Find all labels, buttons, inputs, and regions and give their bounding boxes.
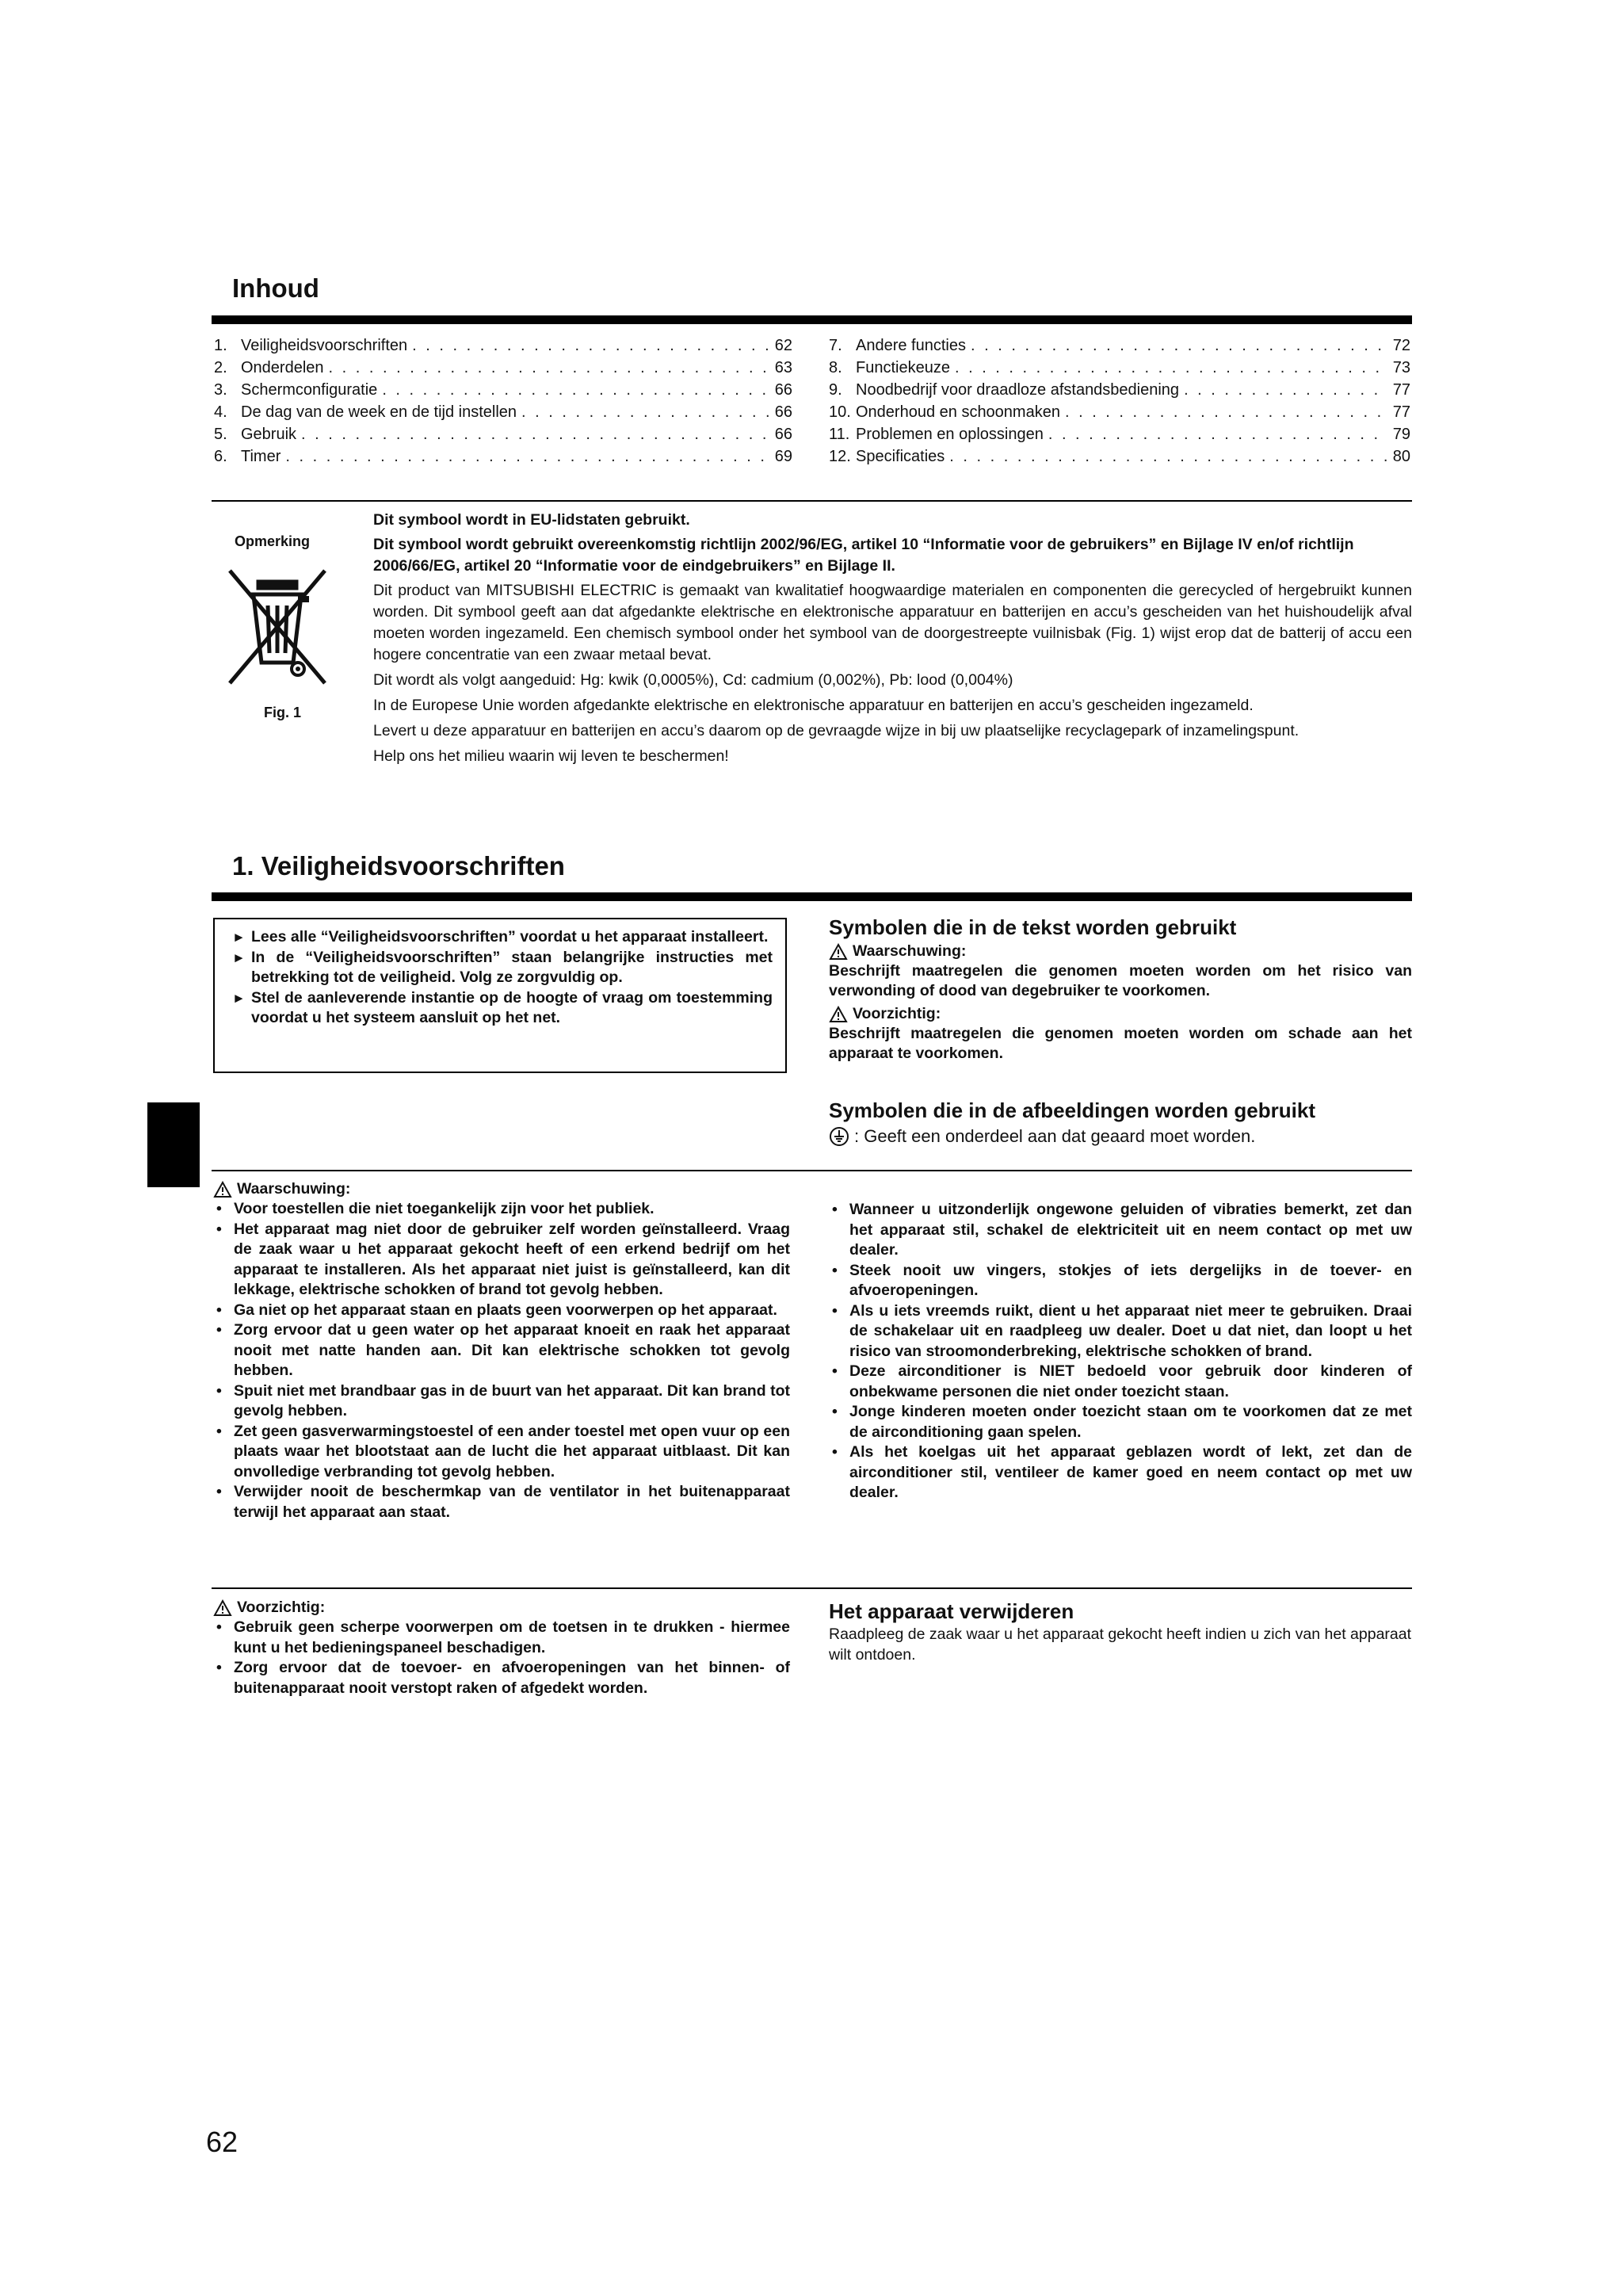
caution-item: • Gebruik geen scherpe voorwerpen om de toetsen in te drukken - hiermee kunt u het bedieningspaneel beschadigen.: [213, 1618, 790, 1658]
toc-entry[interactable]: 7. Andere functies . . . 72: [829, 337, 1410, 359]
cautions-rule: [212, 1587, 1412, 1589]
caution-triangle-icon: [213, 1599, 232, 1617]
warning-item: • Zet geen gasverwarmingstoestel of een ander toestel met open vuur op een plaats waar het blootstaat aan de lucht die het apparaat uitblaast. Dit kan onvolledige verbranding tot gevolg hebben.: [213, 1422, 790, 1483]
note-top-rule: [212, 500, 1412, 502]
removal-section: [829, 1599, 1412, 1665]
toc-entry[interactable]: 8. Functiekeuze . . . 73: [829, 359, 1410, 381]
warning-item: • Het apparaat mag niet door de gebruiker zelf worden geïnstalleerd. Vraag de zaak waar u het apparaat gekocht heeft of een erkend bedrijf om het apparaat te installeren. Als het apparaat niet juist is geïnstalleerd, kan dit lekkage, elektrische schokken of brand tot gevolg hebben.: [213, 1220, 790, 1301]
note-paragraph: In de Europese Unie worden afgedankte elektrische en elektronische apparatuur en batterijen en accu’s gescheiden ingezameld.: [373, 697, 1254, 714]
warning-item: • Ga niet op het apparaat staan en plaats geen voorwerpen op het apparaat.: [213, 1301, 790, 1321]
symbols-text-section: [829, 915, 1412, 1064]
notice-item: ► In de “Veiligheidsvoorschriften” staan belangrijke instructies met betrekking tot de veiligheid. Volg ze zorgvuldig op.: [231, 948, 773, 988]
caution-item: • Zorg ervoor dat de toevoer- en afvoeropeningen van het binnen- of buitenapparaat nooit verstopt raken of afgedekt worden.: [213, 1658, 790, 1698]
crossed-bin-icon: [222, 564, 333, 691]
warnings-rule: [212, 1170, 1412, 1171]
toc-entry[interactable]: 1. Veiligheidsvoorschriften . . . 62: [214, 337, 792, 359]
warning-item: • Zorg ervoor dat u geen water op het apparaat knoeit en raak het apparaat nooit met natte handen aan. Dit kan elektrische schokken tot gevolg hebben.: [213, 1320, 790, 1381]
toc-entry[interactable]: 3. Schermconfiguratie . . . 66: [214, 381, 792, 403]
toc-left-column: [214, 337, 792, 470]
note-paragraph: Dit wordt als volgt aangeduid: Hg: kwik (0,0005%), Cd: cadmium (0,002%), Pb: lood (0,004%): [373, 671, 1013, 689]
cautions-heading: Voorzichtig:: [213, 1598, 790, 1618]
warning-heading: Waarschuwing:: [829, 942, 1412, 961]
page-number: 62: [206, 2126, 239, 2158]
note-paragraph: Levert u deze apparatuur en batterijen en accu’s daarom op de gevraagde wijze in bij uw plaatselijke recyclagepark of inzamelingspunt.: [373, 722, 1300, 739]
warning-item: • Steek nooit uw vingers, stokjes of iets dergelijks in de toever- en afvoeropeningen.: [829, 1261, 1412, 1301]
warning-item: • Wanneer u uitzonderlijk ongewone geluiden of vibraties bemerkt, zet dan het apparaat stil, schakel de elektriciteit uit en neem contact op met uw dealer.: [829, 1200, 1412, 1261]
warning-item: • Als het koelgas uit het apparaat geblazen wordt of lekt, zet dan de airconditioner stil, ventileer de kamer goed en neem contact op met uw dealer.: [829, 1442, 1412, 1503]
removal-text: Raadpleeg de zaak waar u het apparaat gekocht heeft indien u zich van het apparaat wilt ontdoen.: [829, 1626, 1412, 1664]
toc-entry[interactable]: 11. Problemen en oplossingen . . . 79: [829, 426, 1410, 448]
symbols-image-heading: Symbolen die in de afbeeldingen worden gebruikt: [829, 1098, 1315, 1122]
note-label: Opmerking: [235, 533, 311, 549]
warnings-heading: Waarschuwing:: [213, 1179, 790, 1199]
symbols-text-heading: Symbolen die in de tekst worden gebruikt: [829, 915, 1237, 939]
notice-item: ► Stel de aanleverende instantie op de hoogte of vraag om toestemming voordat u het systeem aansluit op het net.: [231, 988, 773, 1029]
ground-legend: : Geeft een onderdeel aan dat geaard moet worden.: [829, 1126, 1412, 1147]
warnings-left: [213, 1179, 790, 1522]
ground-icon: [829, 1126, 849, 1147]
toc-rule: [212, 315, 1412, 324]
note-bold-line: Dit symbool wordt in EU-lidstaten gebruikt.: [373, 511, 690, 529]
toc-entry[interactable]: 4. De dag van de week en de tijd instellen . . . 66: [214, 403, 792, 426]
note-paragraph: Dit product van MITSUBISHI ELECTRIC is gemaakt van kwalitatief hoogwaardige materialen en componenten die gerecycled of hergebruikt kunnen worden. Dit symbool geeft aan dat afgedankte elektrische en elektronische apparatuur en batterijen en accu’s gescheiden van het huishoudelijk afval moeten worden ingezameld. Een chemisch symbool onder het symbool van de doorgestreepte vuilnisbak (Fig. 1) wijst erop dat de batterij of accu een hogere concentratie van een zwaar metaal bevat.: [373, 582, 1412, 663]
warning-item: • Als u iets vreemds ruikt, dient u het apparaat niet meer te gebruiken. Draai de schakelaar uit en raadpleeg uw dealer. Doet u dat niet, dan loopt u het risico van stroomonderbreking, elektrische schokken of brand.: [829, 1301, 1412, 1362]
notice-item: ► Lees alle “Veiligheidsvoorschriften” voordat u het apparaat installeert.: [231, 927, 773, 948]
toc-entry[interactable]: 2. Onderdelen . . . 63: [214, 359, 792, 381]
warning-description: Beschrijft maatregelen die genomen moeten worden om het risico van verwonding of dood van degebruiker te voorkomen.: [829, 962, 1412, 999]
warning-item: • Verwijder nooit de beschermkap van de ventilator in het buitenapparaat terwijl het apparaat aan staat.: [213, 1482, 790, 1522]
toc-entry[interactable]: 5. Gebruik . . . 66: [214, 426, 792, 448]
warning-item: • Jonge kinderen moeten onder toezicht staan om te voorkomen dat ze met de airconditioning gaan spelen.: [829, 1402, 1412, 1442]
removal-heading: Het apparaat verwijderen: [829, 1599, 1074, 1623]
warning-triangle-icon: [213, 1181, 232, 1198]
warning-triangle-icon: [829, 943, 848, 961]
note-text-block: [373, 510, 1412, 767]
caution-triangle-icon: [829, 1006, 848, 1023]
section-tab-marker: [147, 1102, 200, 1187]
toc-entry[interactable]: 12. Specificaties . . . 80: [829, 448, 1410, 470]
warning-item: • Deze airconditioner is NIET bedoeld voor gebruik door kinderen of onbekwame personen die niet onder toezicht staan.: [829, 1362, 1412, 1402]
note-bold-paragraph: Dit symbool wordt gebruikt overeenkomstig richtlijn 2002/96/EG, artikel 10 “Informatie voor de gebruikers” en Bijlage IV en/of richtlijn 2006/66/EG, artikel 20 “Informatie voor de eindgebruikers” en Bijlage II.: [373, 536, 1354, 575]
symbols-image-section: [829, 1098, 1412, 1147]
notice-box: [213, 918, 787, 1073]
section-title: 1. Veiligheidsvoorschriften: [232, 851, 565, 881]
warnings-right: [829, 1200, 1412, 1503]
caution-heading: Voorzichtig:: [829, 1004, 1412, 1024]
toc-entry[interactable]: 6. Timer . . . 69: [214, 448, 792, 470]
figure-caption: Fig. 1: [264, 705, 302, 720]
note-paragraph: Help ons het milieu waarin wij leven te beschermen!: [373, 747, 729, 765]
warning-item: • Spuit niet met brandbaar gas in de buurt van het apparaat. Dit kan brand tot gevolg hebben.: [213, 1381, 790, 1422]
section-rule: [212, 892, 1412, 901]
caution-description: Beschrijft maatregelen die genomen moeten worden om schade aan het apparaat te voorkomen.: [829, 1025, 1412, 1062]
toc-heading: Inhoud: [232, 273, 319, 303]
toc-entry[interactable]: 10. Onderhoud en schoonmaken . . . 77: [829, 403, 1410, 426]
toc-entry[interactable]: 9. Noodbedrijf voor draadloze afstandsbediening . . . 77: [829, 381, 1410, 403]
warning-item: • Voor toestellen die niet toegankelijk zijn voor het publiek.: [213, 1199, 790, 1220]
cautions-left: [213, 1598, 790, 1698]
toc-right-column: [829, 337, 1410, 470]
